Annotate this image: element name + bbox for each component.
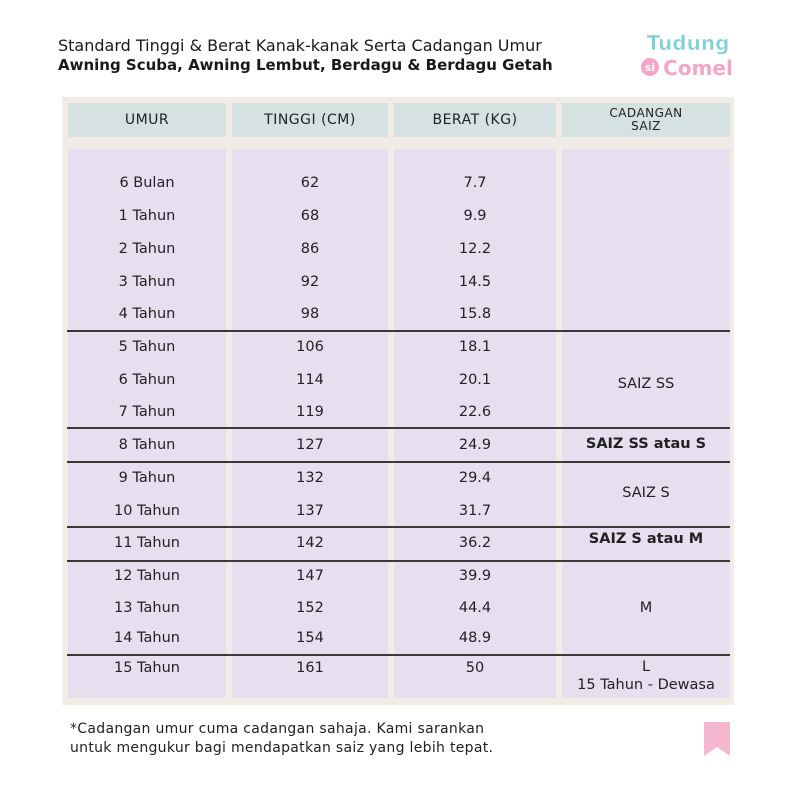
cell-umur: 4 Tahun	[118, 306, 176, 322]
cell-berat: 50	[465, 660, 485, 676]
size-recommendation-note: 15 Tahun - Dewasa	[577, 677, 715, 693]
cell-berat: 7.7	[463, 175, 487, 191]
cell-tinggi: 92	[300, 274, 320, 290]
cell-tinggi: 119	[296, 404, 324, 420]
footnote-line1: *Cadangan umur cuma cadangan sahaja. Kami sarankan	[70, 721, 485, 737]
size-recommendation: M	[639, 600, 653, 616]
cell-umur: 12 Tahun	[114, 568, 180, 584]
cell-tinggi: 137	[296, 503, 324, 519]
group-separator	[67, 427, 730, 429]
cell-tinggi: 86	[300, 241, 320, 257]
cell-tinggi: 152	[296, 600, 324, 616]
size-recommendation: L	[641, 659, 651, 675]
cell-tinggi: 132	[296, 470, 324, 486]
cell-berat: 12.2	[458, 241, 492, 257]
size-recommendation: SAIZ S	[622, 485, 670, 501]
cell-tinggi: 154	[296, 630, 324, 646]
cell-berat: 29.4	[458, 470, 492, 486]
cell-umur: 7 Tahun	[118, 404, 176, 420]
cell-umur: 13 Tahun	[114, 600, 180, 616]
group-separator	[67, 654, 730, 656]
cell-umur: 1 Tahun	[118, 208, 176, 224]
size-recommendation: SAIZ SS atau S	[585, 436, 707, 452]
header-umur: UMUR	[68, 103, 226, 137]
cell-berat: 36.2	[458, 535, 492, 551]
footnote	[70, 720, 493, 758]
header-cadangan-saiz	[562, 103, 730, 137]
cell-berat: 24.9	[458, 437, 492, 453]
cell-tinggi: 62	[300, 175, 320, 191]
cell-umur: 2 Tahun	[118, 241, 176, 257]
cell-umur: 11 Tahun	[114, 535, 180, 551]
header-cadangan-line1: CADANGAN	[609, 106, 683, 120]
size-recommendation: SAIZ S atau M	[588, 531, 704, 547]
bookmark-icon	[704, 722, 730, 756]
cell-berat: 44.4	[458, 600, 492, 616]
cell-umur: 3 Tahun	[118, 274, 176, 290]
cell-berat: 31.7	[458, 503, 492, 519]
cell-berat: 9.9	[463, 208, 487, 224]
cell-berat: 39.9	[458, 568, 492, 584]
cell-tinggi: 127	[296, 437, 324, 453]
header-cadangan-line2: SAIZ	[631, 119, 661, 133]
group-separator	[67, 526, 730, 528]
group-separator	[67, 461, 730, 463]
cell-umur: 6 Bulan	[119, 175, 175, 191]
cell-tinggi: 147	[296, 568, 324, 584]
group-separator	[67, 330, 730, 332]
cell-berat: 15.8	[458, 306, 492, 322]
cell-umur: 6 Tahun	[118, 372, 176, 388]
logo-line2: Comel	[663, 56, 733, 80]
tudung-si-comel-logo	[628, 28, 748, 84]
cell-berat: 48.9	[458, 630, 492, 646]
group-separator	[67, 560, 730, 562]
header-tinggi: TINGGI (CM)	[232, 103, 388, 137]
size-recommendation: SAIZ SS	[617, 376, 675, 392]
cell-tinggi: 98	[300, 306, 320, 322]
header-berat: BERAT (KG)	[394, 103, 556, 137]
cell-tinggi: 161	[296, 660, 324, 676]
cell-umur: 14 Tahun	[114, 630, 180, 646]
cell-berat: 18.1	[458, 339, 492, 355]
cell-umur: 5 Tahun	[118, 339, 176, 355]
logo-si: si	[644, 61, 656, 74]
cell-tinggi: 106	[296, 339, 324, 355]
cell-umur: 15 Tahun	[114, 660, 180, 676]
cell-tinggi: 68	[300, 208, 320, 224]
cell-umur: 10 Tahun	[114, 503, 180, 519]
page-subtitle: Awning Scuba, Awning Lembut, Berdagu & Berdagu Getah	[58, 56, 553, 74]
cell-berat: 20.1	[458, 372, 492, 388]
logo-line1: Tudung	[646, 31, 730, 55]
cell-umur: 8 Tahun	[118, 437, 176, 453]
cell-tinggi: 142	[296, 535, 324, 551]
cell-berat: 22.6	[458, 404, 492, 420]
page-title: Standard Tinggi & Berat Kanak-kanak Serta Cadangan Umur	[58, 36, 542, 55]
footnote-line2: untuk mengukur bagi mendapatkan saiz yang lebih tepat.	[70, 740, 494, 756]
cell-tinggi: 114	[296, 372, 324, 388]
cell-umur: 9 Tahun	[118, 470, 176, 486]
cell-berat: 14.5	[458, 274, 492, 290]
